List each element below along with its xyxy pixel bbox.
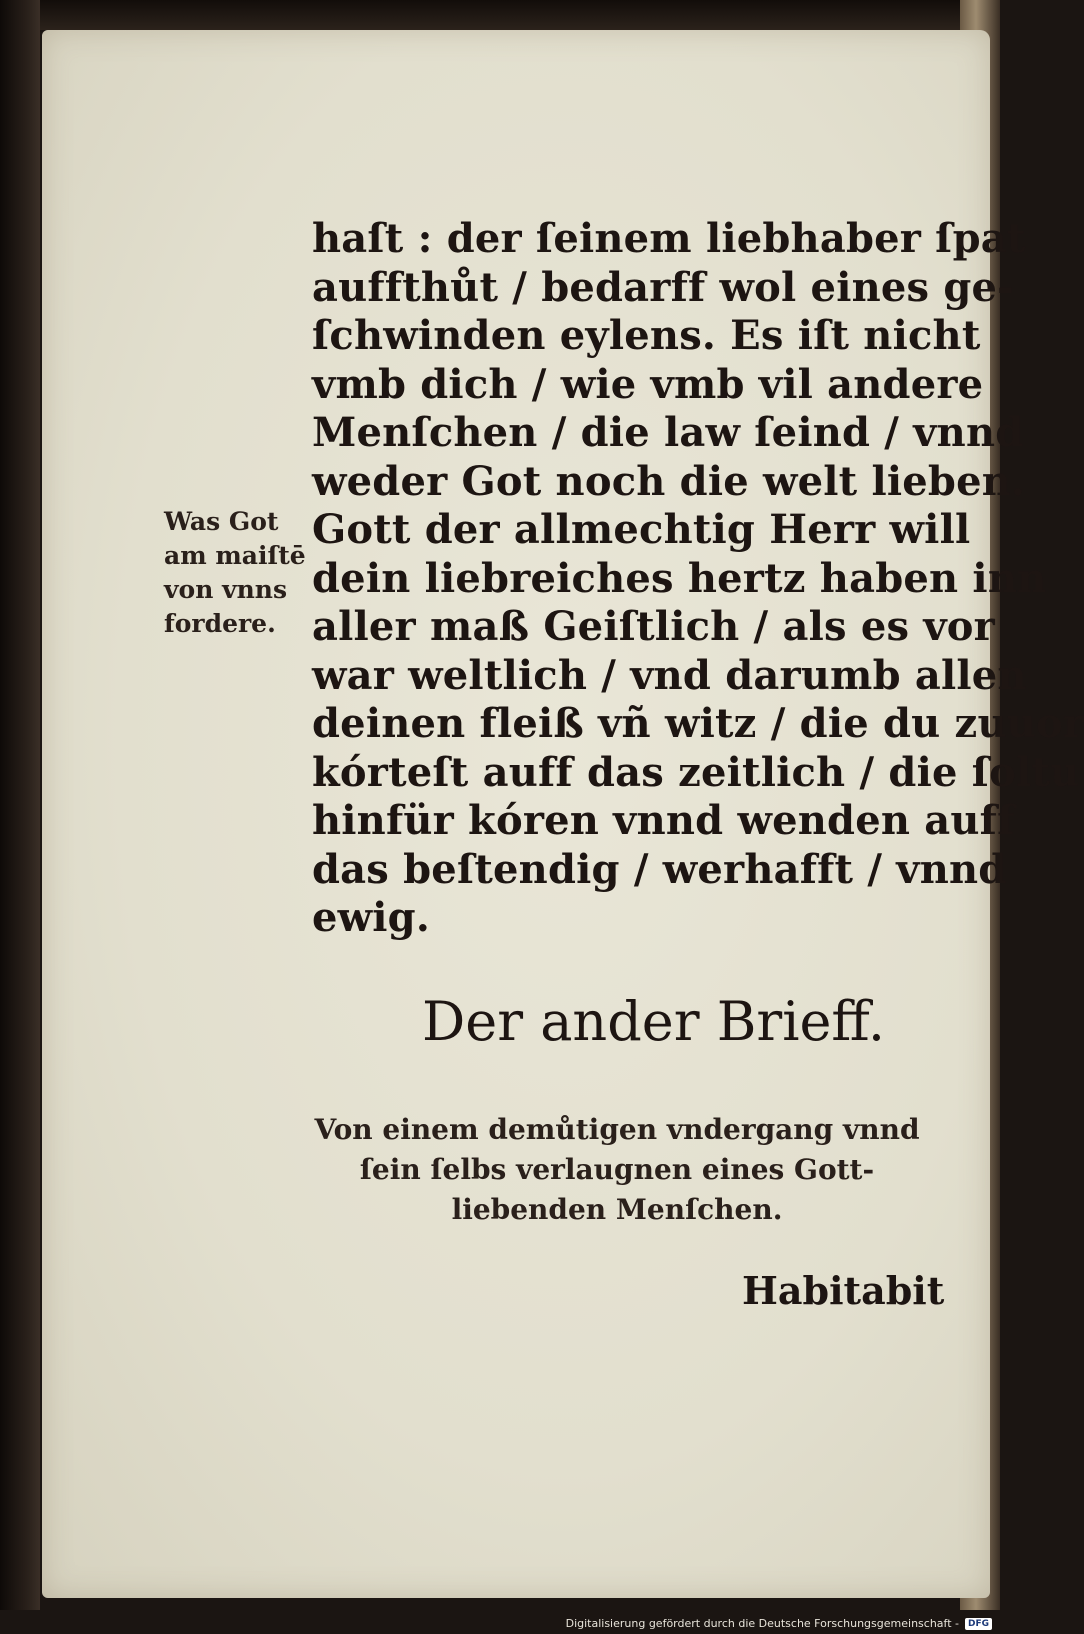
section-heading: Der ander Brieff. xyxy=(422,990,886,1053)
body-line: Menſchen / die law ſeind / vnnd xyxy=(312,409,1024,456)
body-line: haſt : der ſeinem liebhaber ſpat xyxy=(312,215,1026,262)
body-line: weder Got noch die welt lieben. xyxy=(312,457,1026,505)
subtitle-line: ſein ſelbs verlaugnen eines Gott- xyxy=(359,1153,875,1186)
body-line: Gott der allmechtig Herr will xyxy=(312,506,971,553)
margin-note xyxy=(164,505,314,641)
digitization-credit xyxy=(566,1617,992,1630)
body-line: dein liebreiches hertz haben inn xyxy=(312,554,1047,602)
book-page xyxy=(42,30,1084,1598)
body-line: deinen fleiß vñ witz / die du zuuor xyxy=(312,700,1084,747)
body-line: ſchwinden eylens. Es iſt nicht xyxy=(312,312,981,359)
catchword: Habitabit xyxy=(742,1268,945,1313)
section-subtitle xyxy=(312,1110,922,1230)
subtitle-line: Von einem demůtigen vndergang vnnd xyxy=(314,1113,920,1146)
body-line: ewig. xyxy=(312,894,430,941)
body-line: hinfür kóren vnnd wenden auff xyxy=(312,797,1015,844)
subtitle-line: liebenden Menſchen. xyxy=(451,1193,783,1226)
body-line: auffthůt / bedarff wol eines ge- xyxy=(312,263,1014,311)
dfg-logo-icon: DFG xyxy=(965,1618,992,1630)
margin-note-line: von vnns xyxy=(164,575,288,604)
margin-note-line: Was Got xyxy=(164,507,279,536)
scan-edge-left xyxy=(0,0,40,1610)
body-line: vmb dich / wie vmb vil andere xyxy=(312,360,984,408)
margin-note-line: am maiſtē xyxy=(164,541,306,570)
scan-edge-top xyxy=(0,0,1000,30)
margin-note-line: fordere. xyxy=(164,609,276,638)
body-line: war weltlich / vnd darumb allen xyxy=(312,651,1027,699)
body-line: aller maß Geiſtlich / als es vor xyxy=(312,603,995,650)
body-line: das beſtendig / werhafft / vnnd xyxy=(312,845,1007,893)
body-line: kórteſt auff das zeitlich / die ſoltu xyxy=(312,748,1080,796)
body-text xyxy=(312,215,1084,943)
credit-text: Digitalisierung gefördert durch die Deutsche Forschungsgemeinschaft - xyxy=(565,1617,959,1630)
